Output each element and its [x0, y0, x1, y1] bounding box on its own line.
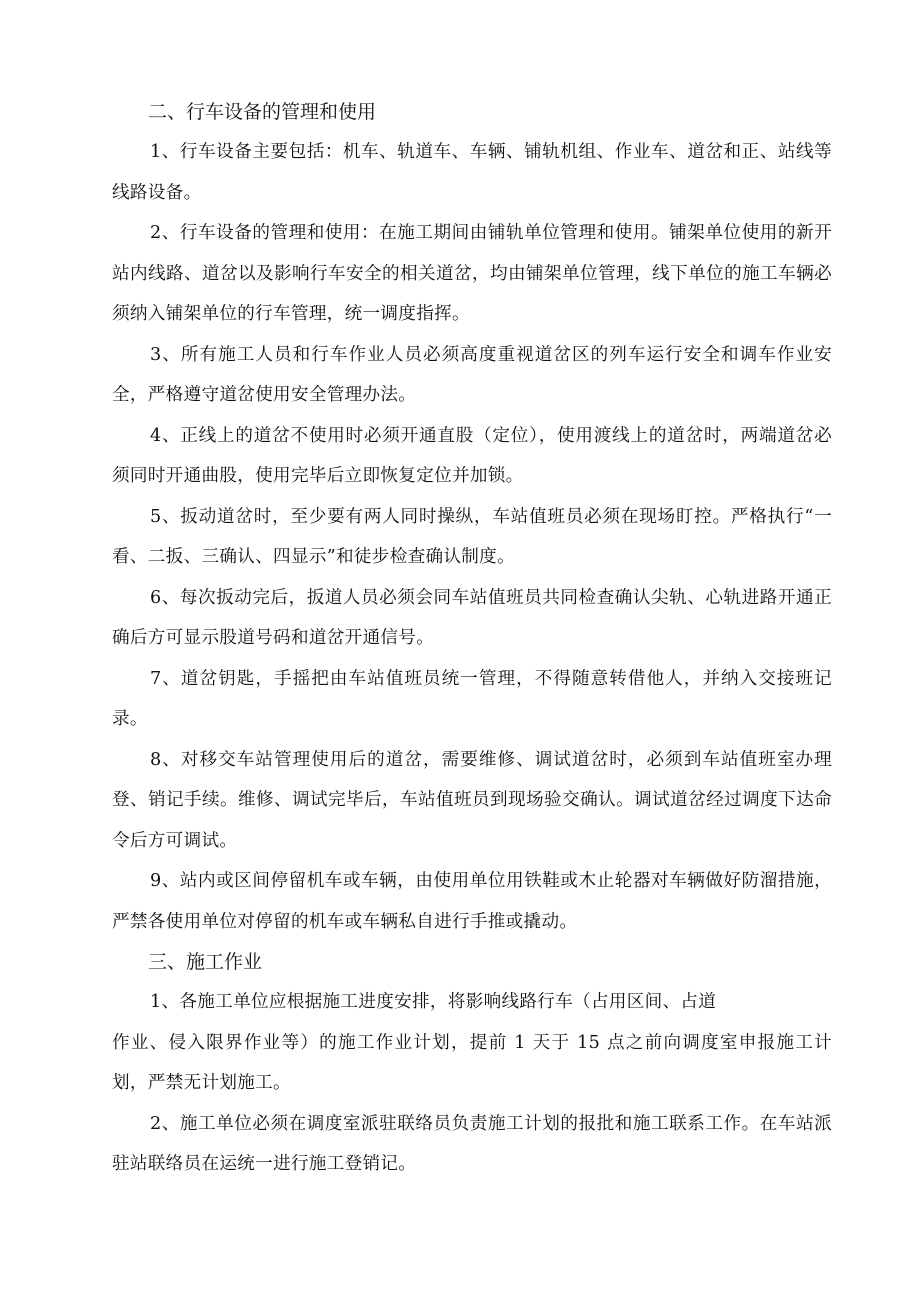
paragraph-item-3: 3、所有施工人员和行车作业人员必须高度重视道岔区的列车运行安全和调车作业安全，严格遵守道岔使用安全管理办法。: [112, 344, 832, 405]
paragraph-construction-1-rest: 作业、侵入限界作业等）的施工作业计划，提前 1 天于 15 点之前向调度室申报施工计划，严禁无计划施工。: [112, 1032, 832, 1093]
paragraph-item-2: 2、行车设备的管理和使用：在施工期间由铺轨单位管理和使用。铺架单位使用的新开站内线路、道岔以及影响行车安全的相关道岔，均由铺架单位管理，线下单位的施工车辆必须纳入铺架单位的行车管理，统一调度指挥。: [112, 223, 832, 324]
paragraph-construction-1-line1: 1、各施工单位应根据施工进度安排，将影响线路行车（占用区间、占道: [150, 992, 717, 1012]
paragraph-item-5: 5、扳动道岔时，至少要有两人同时操纵，车站值班员必须在现场盯控。严格执行“一看、二扳、三确认、四显示”和徒步检查确认制度。: [112, 506, 832, 567]
section-heading-construction: 三、施工作业: [148, 951, 263, 973]
section-heading-equipment: 二、行车设备的管理和使用: [148, 101, 377, 123]
paragraph-item-7: 7、道岔钥匙，手摇把由车站值班员统一管理，不得随意转借他人，并纳入交接班记录。: [112, 668, 832, 729]
paragraph-item-6: 6、每次扳动完后，扳道人员必须会同车站值班员共同检查确认尖轨、心轨进路开通正确后方可显示股道号码和道岔开通信号。: [112, 587, 832, 648]
paragraph-construction-2: 2、施工单位必须在调度室派驻联络员负责施工计划的报批和施工联系工作。在车站派驻站联络员在运统一进行施工登销记。: [112, 1113, 832, 1174]
document-body: [112, 92, 832, 1185]
paragraph-item-8: 8、对移交车站管理使用后的道岔，需要维修、调试道岔时，必须到车站值班室办理登、销记手续。维修、调试完毕后，车站值班员到现场验交确认。调试道岔经过调度下达命令后方可调试。: [112, 749, 832, 851]
paragraph-item-1: 1、行车设备主要包括：机车、轨道车、车辆、铺轨机组、作业车、道岔和正、站线等线路设备。: [112, 142, 832, 203]
paragraph-item-9: 9、站内或区间停留机车或车辆，由使用单位用铁鞋或木止轮器对车辆做好防溜措施，严禁各使用单位对停留的机车或车辆私自进行手推或撬动。: [112, 871, 832, 932]
paragraph-item-4: 4、正线上的道岔不使用时必须开通直股（定位），使用渡线上的道岔时，两端道岔必须同时开通曲股，使用完毕后立即恢复定位并加锁。: [112, 425, 832, 486]
